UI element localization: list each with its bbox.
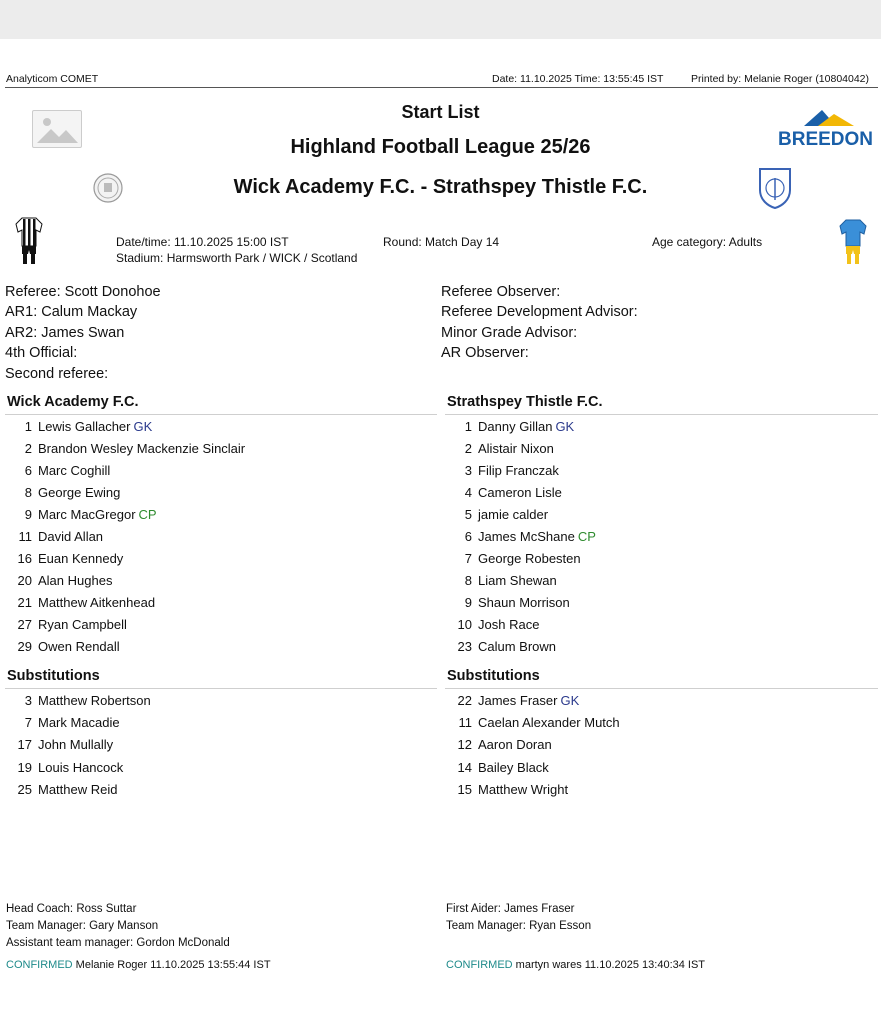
player-number: 4 bbox=[464, 485, 472, 500]
player-number: 19 bbox=[17, 759, 32, 775]
home-subs-rule bbox=[5, 688, 437, 689]
player-name: Marc MacGregor bbox=[38, 507, 136, 522]
official-ar1: AR1: Calum Mackay bbox=[5, 304, 138, 320]
player-number: 21 bbox=[17, 595, 32, 610]
official-development-advisor: Referee Development Advisor: bbox=[441, 304, 638, 320]
player-row bbox=[440, 782, 568, 797]
player-name: Matthew Aitkenhead bbox=[38, 595, 156, 610]
player-row bbox=[0, 760, 123, 775]
goalkeeper-badge: GK bbox=[133, 419, 153, 434]
player-number: 22 bbox=[457, 693, 472, 708]
player-number: 1 bbox=[24, 419, 32, 434]
official-fourth: 4th Official: bbox=[5, 345, 78, 361]
player-row bbox=[0, 595, 155, 610]
player-row bbox=[0, 441, 245, 456]
player-row bbox=[0, 551, 123, 566]
player-number: 11 bbox=[18, 529, 32, 544]
player-number: 3 bbox=[464, 463, 472, 478]
player-name: Calum Brown bbox=[478, 639, 557, 654]
away-team-rule bbox=[445, 414, 878, 415]
print-date-time: Date: 11.10.2025 Time: 13:55:45 IST bbox=[492, 73, 664, 85]
player-row bbox=[440, 573, 557, 588]
player-number: 7 bbox=[24, 715, 32, 731]
player-name: Euan Kennedy bbox=[38, 551, 124, 566]
away-subs-heading: Substitutions bbox=[447, 668, 540, 684]
away-confirmed-by: martyn wares 11.10.2025 13:40:34 IST bbox=[515, 959, 706, 971]
player-name: Ryan Campbell bbox=[38, 617, 127, 632]
player-name: Josh Race bbox=[478, 617, 540, 632]
home-confirmed-by: Melanie Roger 11.10.2025 13:55:44 IST bbox=[75, 959, 271, 971]
home-confirmation bbox=[6, 959, 271, 971]
player-row bbox=[440, 419, 574, 434]
player-name: Lewis Gallacher bbox=[38, 419, 131, 434]
player-number: 29 bbox=[17, 639, 32, 654]
player-row bbox=[0, 737, 113, 752]
top-bar bbox=[0, 0, 881, 39]
player-name: Liam Shewan bbox=[478, 573, 557, 588]
player-number: 11 bbox=[458, 715, 472, 731]
player-name: Bailey Black bbox=[478, 759, 549, 775]
home-subs-heading: Substitutions bbox=[7, 668, 100, 684]
player-name: Danny Gillan bbox=[478, 419, 553, 434]
player-row bbox=[440, 485, 562, 500]
player-number: 27 bbox=[17, 617, 32, 632]
player-name: Owen Rendall bbox=[38, 639, 120, 654]
away-confirmation bbox=[446, 959, 705, 971]
official-second-referee: Second referee: bbox=[5, 366, 109, 382]
player-name: Cameron Lisle bbox=[478, 485, 562, 500]
away-team-heading: Strathspey Thistle F.C. bbox=[447, 394, 603, 410]
printed-by: Printed by: Melanie Roger (10804042) bbox=[691, 73, 870, 85]
player-number: 14 bbox=[457, 759, 472, 775]
home-club-crest-icon bbox=[92, 172, 124, 209]
player-row bbox=[0, 485, 120, 500]
player-row bbox=[440, 463, 559, 478]
home-confirmed-label: CONFIRMED bbox=[6, 959, 73, 971]
age-category: Age category: Adults bbox=[652, 235, 763, 249]
player-row bbox=[440, 715, 620, 730]
player-row bbox=[440, 529, 596, 544]
player-number: 10 bbox=[457, 617, 472, 632]
player-row bbox=[0, 782, 117, 797]
player-name: Matthew Reid bbox=[38, 781, 118, 797]
player-name: James McShane bbox=[478, 529, 575, 544]
player-name: Shaun Morrison bbox=[478, 595, 570, 610]
player-name: Louis Hancock bbox=[38, 759, 124, 775]
player-number: 16 bbox=[17, 551, 32, 566]
official-ar-observer: AR Observer: bbox=[441, 345, 529, 361]
player-row bbox=[0, 529, 103, 544]
player-name: George Ewing bbox=[38, 485, 121, 500]
official-referee: Referee: Scott Donohoe bbox=[5, 284, 161, 300]
player-row bbox=[0, 419, 152, 434]
player-row bbox=[0, 507, 157, 522]
player-number: 3 bbox=[24, 693, 32, 708]
player-number: 6 bbox=[24, 463, 32, 478]
document-title: Start List bbox=[401, 102, 480, 122]
home-kit-icon bbox=[14, 216, 44, 271]
player-name: James Fraser bbox=[478, 693, 558, 708]
away-confirmed-label: CONFIRMED bbox=[446, 959, 513, 971]
player-number: 20 bbox=[17, 573, 32, 588]
away-club-crest-icon bbox=[756, 166, 794, 215]
home-head-coach: Head Coach: Ross Suttar bbox=[6, 903, 137, 915]
official-minor-grade-advisor: Minor Grade Advisor: bbox=[441, 325, 578, 341]
captain-badge: CP bbox=[577, 529, 596, 544]
player-row bbox=[440, 551, 581, 566]
player-row bbox=[0, 573, 112, 588]
match-round: Round: Match Day 14 bbox=[383, 235, 500, 249]
player-name: Alistair Nixon bbox=[478, 441, 554, 456]
player-row bbox=[0, 617, 127, 632]
player-name: Alan Hughes bbox=[38, 573, 113, 588]
home-team-rule bbox=[5, 414, 437, 415]
official-referee-observer: Referee Observer: bbox=[441, 284, 561, 300]
official-ar2: AR2: James Swan bbox=[5, 325, 125, 341]
player-row bbox=[0, 715, 120, 730]
player-row bbox=[440, 617, 539, 632]
player-number: 12 bbox=[457, 737, 472, 753]
player-row bbox=[0, 693, 151, 708]
player-number: 2 bbox=[464, 441, 472, 456]
player-number: 7 bbox=[464, 551, 472, 566]
player-number: 15 bbox=[457, 781, 472, 797]
breedon-logo bbox=[778, 108, 876, 150]
player-name: Matthew Robertson bbox=[38, 693, 151, 708]
player-name: Caelan Alexander Mutch bbox=[478, 715, 620, 731]
player-number: 25 bbox=[17, 781, 32, 797]
player-name: jamie calder bbox=[478, 507, 549, 522]
competition-title: Highland Football League 25/26 bbox=[290, 136, 591, 158]
player-number: 1 bbox=[464, 419, 472, 434]
player-row bbox=[440, 595, 570, 610]
player-name: George Robesten bbox=[478, 551, 581, 566]
player-name: John Mullally bbox=[38, 737, 114, 753]
player-row bbox=[0, 639, 120, 654]
player-name: Marc Coghill bbox=[38, 463, 111, 478]
match-title: Wick Academy F.C. - Strathspey Thistle F.C. bbox=[233, 176, 648, 198]
away-team-manager: Team Manager: Ryan Esson bbox=[446, 920, 592, 932]
player-number: 6 bbox=[464, 529, 472, 544]
player-number: 2 bbox=[24, 441, 32, 456]
header-rule bbox=[5, 87, 878, 88]
player-number: 9 bbox=[464, 595, 472, 610]
player-name: Mark Macadie bbox=[38, 715, 120, 731]
player-number: 8 bbox=[24, 485, 32, 500]
player-name: David Allan bbox=[38, 529, 104, 544]
captain-badge: CP bbox=[138, 507, 157, 522]
match-stadium: Stadium: Harmsworth Park / WICK / Scotland bbox=[116, 251, 358, 265]
sponsor-name: BREEDON bbox=[778, 129, 874, 150]
away-kit-icon bbox=[838, 218, 868, 273]
player-name: Brandon Wesley Mackenzie Sinclair bbox=[38, 441, 246, 456]
home-team-manager: Team Manager: Gary Manson bbox=[6, 920, 159, 932]
player-row bbox=[440, 639, 556, 654]
app-name: Analyticom COMET bbox=[6, 73, 99, 85]
player-name: Aaron Doran bbox=[478, 737, 552, 753]
away-first-aider: First Aider: James Fraser bbox=[446, 903, 575, 915]
home-assistant-manager: Assistant team manager: Gordon McDonald bbox=[6, 937, 230, 949]
player-number: 23 bbox=[457, 639, 472, 654]
player-number: 5 bbox=[464, 507, 472, 522]
player-name: Filip Franczak bbox=[478, 463, 559, 478]
player-row bbox=[440, 760, 549, 775]
player-number: 17 bbox=[17, 737, 32, 753]
player-number: 8 bbox=[464, 573, 472, 588]
player-number: 9 bbox=[24, 507, 32, 522]
goalkeeper-badge: GK bbox=[560, 693, 580, 708]
player-row bbox=[440, 507, 548, 522]
player-row bbox=[440, 441, 554, 456]
player-row bbox=[440, 737, 552, 752]
match-datetime: Date/time: 11.10.2025 15:00 IST bbox=[116, 235, 289, 249]
home-team-heading: Wick Academy F.C. bbox=[7, 394, 139, 410]
player-row bbox=[0, 463, 110, 478]
goalkeeper-badge: GK bbox=[555, 419, 575, 434]
player-row bbox=[440, 693, 579, 708]
player-name: Matthew Wright bbox=[478, 781, 569, 797]
away-subs-rule bbox=[445, 688, 878, 689]
